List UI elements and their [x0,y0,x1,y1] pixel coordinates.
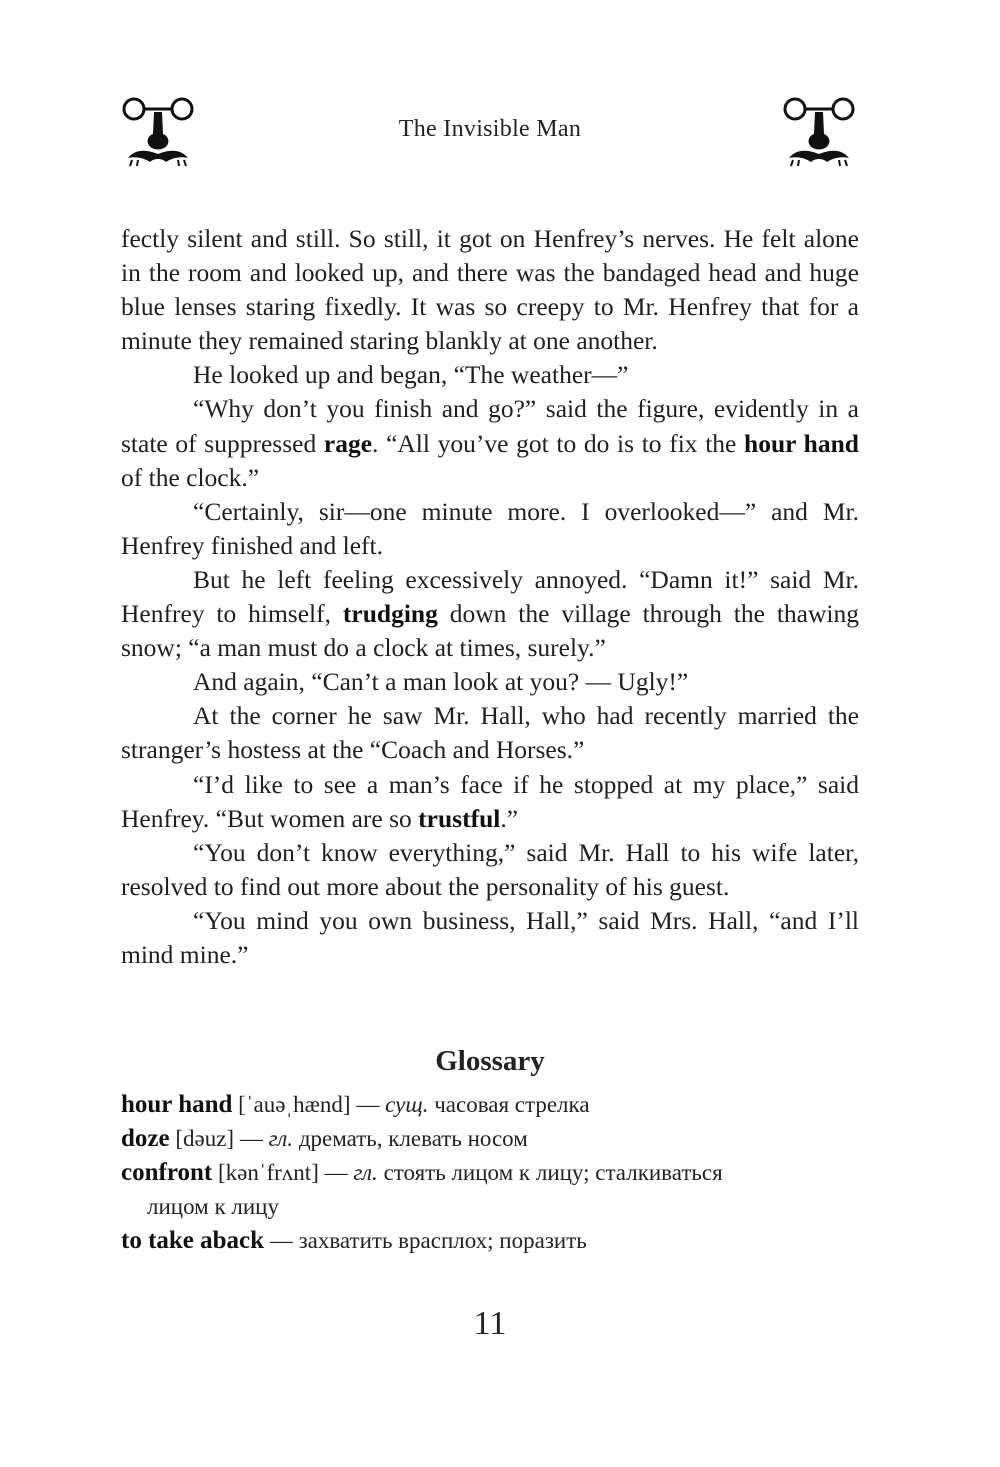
paragraph [121,563,859,665]
paragraph-text: At the corner he saw Mr. Hall, who had recently married the stranger’s hostess at the “Coach and Horses.” [121,701,859,765]
glossary-term: confront [121,1159,213,1186]
highlighted-word: trudging [342,599,438,629]
highlighted-word: hour hand [744,428,859,458]
glossary-term: to take aback [121,1227,265,1254]
glossary-term: doze [121,1125,170,1152]
glossary-transcription: [dəuz] — [169,1126,269,1151]
paragraph-text: .” [500,803,519,833]
highlighted-word: rage [323,428,373,458]
paragraph-text: But he left feeling excessively annoyed. “Damn it!” said Mr. Henfrey to himself, [121,564,859,629]
glossary-entry [121,1156,866,1224]
paragraph [121,665,859,699]
glossary-title: Glossary [435,1045,545,1077]
page-number: 11 [473,1305,507,1342]
running-head: The Invisible Man [398,116,582,142]
paragraph-text: . “All you’ve got to do is to fix the [372,428,745,458]
glossary-transcription: [kənˈfrʌnt] — [212,1160,354,1185]
paragraph-text: And again, “Can’t a man look at you? — Ugly!” [193,667,689,697]
paragraph-text: of the clock.” [121,462,260,492]
glossary-entry [121,1122,866,1156]
glossary-transcription: [ˈauəˌhænd] — [232,1092,386,1117]
glossary-definition-continued: лицом к лицу [147,1194,279,1219]
paragraph [121,222,859,358]
highlighted-word: trustful [418,803,501,833]
paragraph [121,768,859,836]
body-text [121,222,859,972]
paragraph [121,392,859,494]
glossary-pos: гл. [268,1126,294,1151]
glossary-pos: гл. [353,1160,378,1185]
paragraph-text: “I’d like to see a man’s face if he stopped at my place,” said Henfrey. “But women are so [121,769,859,833]
glossary-pos: сущ. [385,1092,429,1117]
paragraph-text: fectly silent and still. So still, it got on Henfrey’s nerves. He felt alone in the room and looked up, and there was the bandaged head and huge blue lenses staring fixedly. It was so creepy to Mr. Henfrey that for a minute they remained staring blankly at one another. [121,224,859,356]
glossary-definition: часовая стрелка [428,1092,590,1117]
paragraph-text: “You don’t know everything,” said Mr. Hall to his wife later, resolved to find out more about the personality of his guest. [121,837,859,901]
paragraph [121,904,859,972]
paragraph-text: “Certainly, sir—one minute more. I overlooked—” and Mr. Henfrey finished and left. [121,496,859,560]
paragraph-text: He looked up and began, “The weather—” [193,360,629,390]
paragraph [121,495,859,563]
glossary-term: hour hand [121,1091,233,1118]
paragraph [121,358,859,392]
glossary-entry [121,1224,866,1258]
glossary-transcription: — [264,1228,299,1253]
paragraph [121,836,859,904]
paragraph-text: “Why don’t you finish and go?” said the figure, evidently in a state of suppressed [121,394,859,458]
glossary-definition: захватить врасплох; поразить [298,1228,587,1253]
paragraph-text: down the village through the thawing snow; “a man must do a clock at times, surely.” [121,599,859,663]
glossary-list [121,1088,866,1258]
glossary-definition: стоять лицом к лицу; сталкиваться [377,1160,723,1185]
paragraph-text: “You mind you own business, Hall,” said Mrs. Hall, “and I’ll mind mine.” [121,905,859,969]
glossary-definition: дремать, клевать носом [293,1126,528,1151]
glossary-entry [121,1088,866,1122]
paragraph [121,699,859,767]
